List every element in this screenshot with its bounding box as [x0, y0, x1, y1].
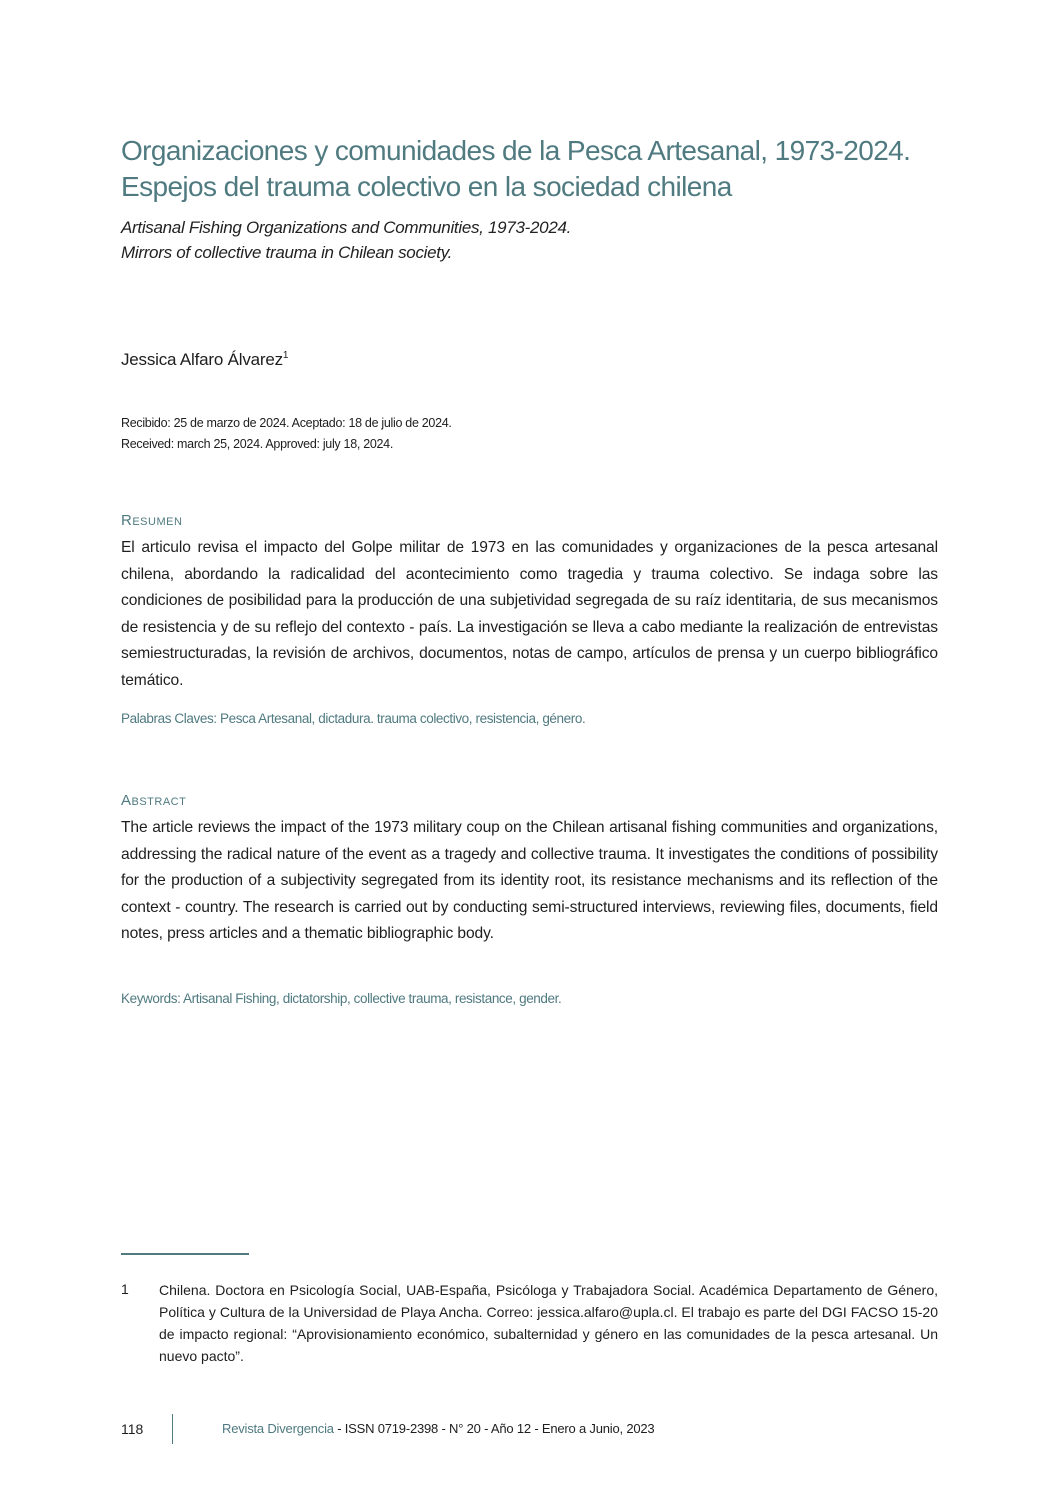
abstract-text: The article reviews the impact of the 1973 military coup on the Chilean artisanal fishing communities and organizations, addressing the radical nature of the event as a tragedy and collective trauma. It investigates the conditions of possibility for the production of a subjectivity segregated from its identity root, its resistance mechanisms and its reflection of the context - country. The research is carried out by conducting semi-structured interviews, reviewing files, documents, field notes, press articles and a thematic bibliographic body. — [121, 819, 938, 943]
resumen-heading: Resumen — [121, 512, 183, 529]
footer-divider — [172, 1414, 173, 1444]
resumen-text: El articulo revisa el impacto del Golpe militar de 1973 en las comunidades y organizaciones de la pesca artesanal chilena, abordando la radicalidad del acontecimiento como tragedia y trauma colectivo. Se indaga sobre las condiciones de posibilidad para la producción de una subjetividad segregada de su raíz identitaria, de sus mecanismos de resistencia y de su reflejo del contexto - país. La investigación se lleva a cabo mediante la realización de entrevistas semiestructuradas, la revisión de archivos, documentos, notas de campo, artículos de prensa y un cuerpo bibliográfico temático. — [121, 539, 938, 689]
abstract-heading: Abstract — [121, 792, 187, 809]
resumen-keywords: Palabras Claves: Pesca Artesanal, dictadura. trauma colectivo, resistencia, género. — [121, 711, 586, 726]
page-number: 118 — [121, 1421, 144, 1437]
author-footnote-ref[interactable]: 1 — [282, 350, 289, 361]
journal-info — [222, 1421, 654, 1436]
title-line-2: Espejos del trauma colectivo en la sociedad chilena — [121, 171, 732, 202]
footnote-text: Chilena. Doctora en Psicología Social, UAB-España, Psicóloga y Trabajadora Social. Académica Departamento de Género, Política y Cultura de la Universidad de Playa Ancha. Correo: jessica.alfaro@upla.cl. El trabajo es parte del DGI FACSO 15-20 de impacto regional: “Aprovisionamiento económico, subalternidad y género en las comunidades de la pesca artesanal. Un nuevo pacto”. — [159, 1282, 938, 1364]
submission-dates — [121, 413, 452, 455]
dates-english: Received: march 25, 2024. Approved: july 18, 2024. — [121, 437, 393, 451]
journal-name: Revista Divergencia — [222, 1421, 334, 1436]
subtitle-line-1: Artisanal Fishing Organizations and Communities, 1973-2024. — [121, 218, 572, 237]
journal-details: - ISSN 0719-2398 - N° 20 - Año 12 - Enero a Junio, 2023 — [333, 1421, 655, 1436]
article-subtitle — [121, 215, 571, 265]
footnote-number: 1 — [121, 1281, 129, 1297]
abstract-keywords: Keywords: Artisanal Fishing, dictatorship, collective trauma, resistance, gender. — [121, 991, 562, 1006]
article-title — [121, 133, 961, 205]
footnote-separator — [121, 1253, 249, 1255]
subtitle-line-2: Mirrors of collective trauma in Chilean society. — [121, 243, 453, 262]
author-name: Jessica Alfaro Álvarez — [121, 350, 283, 369]
title-line-1: Organizaciones y comunidades de la Pesca Artesanal, 1973-2024. — [121, 135, 911, 166]
author — [121, 350, 288, 370]
dates-spanish: Recibido: 25 de marzo de 2024. Aceptado: 18 de julio de 2024. — [121, 416, 452, 430]
